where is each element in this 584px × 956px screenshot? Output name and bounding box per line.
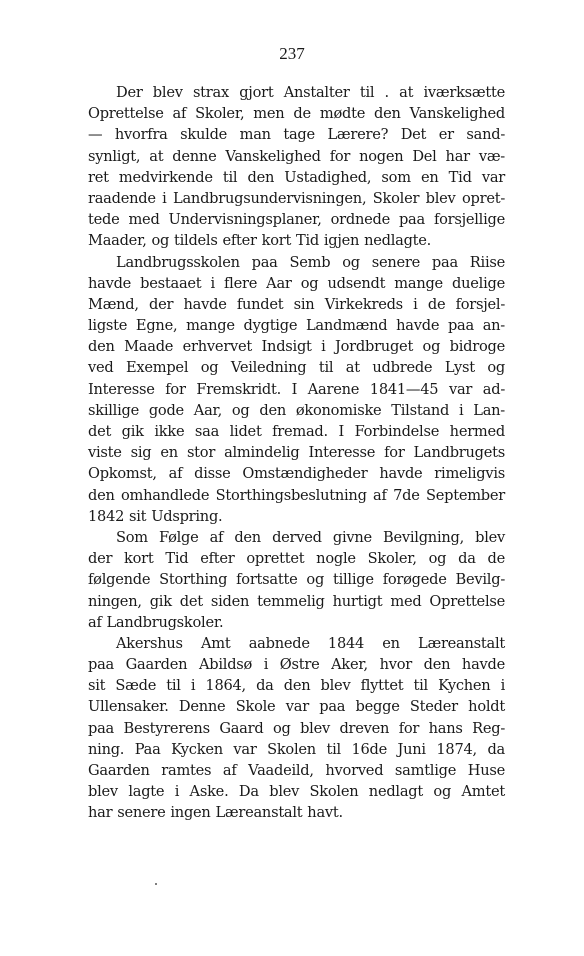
page-number: 237 xyxy=(279,44,305,63)
text-line: Opkomst, af disse Omstændigheder havde rimeligvis xyxy=(88,465,505,483)
paper-speck xyxy=(155,883,157,885)
text-line: Mænd, der havde fundet sin Virkekreds i de forsjel- xyxy=(88,295,505,313)
body-text xyxy=(88,82,505,824)
text-line: ningen, gik det siden temmelig hurtigt med Oprettelse xyxy=(88,592,505,610)
text-line: 1842 sit Udspring. xyxy=(88,507,223,525)
text-line: den Maade erhvervet Indsigt i Jordbruget og bidroge xyxy=(88,338,505,356)
text-line: Maader, og tildels efter kort Tid igjen nedlagte. xyxy=(88,232,432,250)
text-line: der kort Tid efter oprettet nogle Skoler, og da de xyxy=(88,550,505,568)
text-line: af Landbrugskoler. xyxy=(88,613,224,631)
text-line: raadende i Landbrugsundervisningen, Skoler blev opret- xyxy=(88,189,505,207)
text-line: følgende Storthing fortsatte og tillige forøgede Bevilg- xyxy=(88,571,505,589)
text-line: ret medvirkende til den Ustadighed, som en Tid var xyxy=(88,168,505,186)
text-line: blev lagte i Aske. Da blev Skolen nedlagt og Amtet xyxy=(88,783,505,801)
text-line: ved Exempel og Veiledning til at udbrede Lyst og xyxy=(88,359,505,377)
text-line: Der blev strax gjort Anstalter til . at iværksætte xyxy=(116,84,505,101)
text-line: Ullensaker. Denne Skole var paa begge Steder holdt xyxy=(88,698,505,716)
text-line: Interesse for Fremskridt. I Aarene 1841—45 var ad- xyxy=(88,380,505,398)
text-line: Gaarden ramtes af Vaadeild, hvorved samtlige Huse xyxy=(88,762,505,779)
text-line: Akershus Amt aabnede 1844 en Læreanstalt xyxy=(116,634,505,652)
text-line: den omhandlede Storthingsbeslutning af 7de September xyxy=(88,486,505,504)
text-line: det gik ikke saa lidet fremad. I Forbindelse hermed xyxy=(88,423,505,440)
text-line: skillige gode Aar, og den økonomiske Tilstand i Lan- xyxy=(88,401,505,419)
text-line: har senere ingen Læreanstalt havt. xyxy=(88,804,343,822)
text-line: Som Følge af den derved givne Bevilgning, blev xyxy=(116,528,505,546)
text-line: paa Gaarden Abildsø i Østre Aker, hvor den havde xyxy=(88,656,505,674)
text-line: ning. Paa Kycken var Skolen til 16de Juni 1874, da xyxy=(88,740,505,758)
text-line: havde bestaaet i flere Aar og udsendt mange duelige xyxy=(88,274,505,292)
text-line: — hvorfra skulde man tage Lærere? Det er sand- xyxy=(88,126,505,144)
text-line: tede med Undervisningsplaner, ordnede paa forsjellige xyxy=(88,211,505,229)
text-line: synligt, at denne Vanskelighed for nogen Del har væ- xyxy=(88,147,505,165)
text-line: ligste Egne, mange dygtige Landmænd havde paa an- xyxy=(88,317,505,335)
text-line: sit Sæde til i 1864, da den blev flyttet til Kychen i xyxy=(88,677,505,695)
text-line: paa Bestyrerens Gaard og blev dreven for hans Reg- xyxy=(88,719,505,737)
text-line: viste sig en stor almindelig Interesse for Landbrugets xyxy=(88,444,505,462)
text-line: Landbrugsskolen paa Semb og senere paa Riise xyxy=(116,253,505,271)
text-line: Oprettelse af Skoler, men de mødte den Vanskelighed xyxy=(88,105,505,123)
